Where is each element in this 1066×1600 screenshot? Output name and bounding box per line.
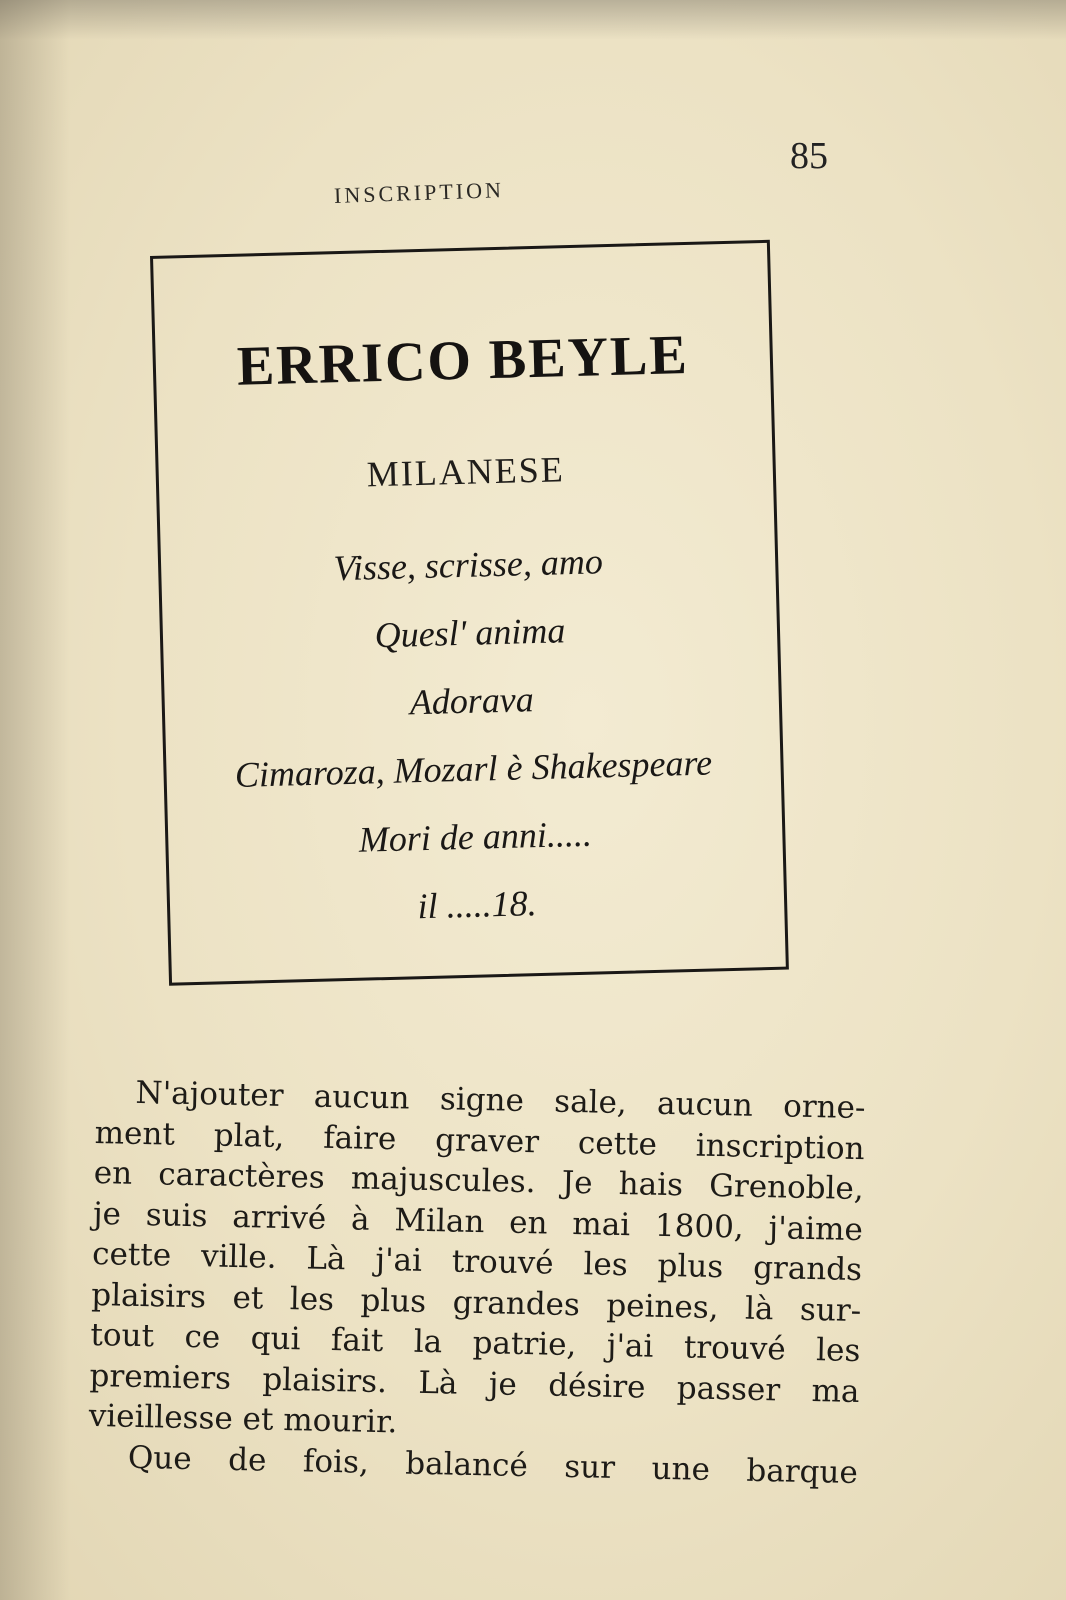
inscription-line: il .....18.	[417, 883, 538, 927]
inscription-lines	[160, 523, 784, 947]
body-line: N'ajouter aucun signe sale, aucun orne-	[135, 1074, 866, 1127]
body-line: vieillesse et mourir.	[88, 1397, 398, 1441]
running-head: INSCRIPTION	[333, 177, 505, 208]
body-line: premiers plaisirs. Là je désire passer ma	[89, 1357, 860, 1410]
inscription-line: Visse, scrisse, amo	[333, 541, 604, 589]
inscription-line: Adorava	[409, 679, 535, 723]
body-line: ment plat, faire graver cette inscription	[94, 1114, 865, 1167]
inscription-name: ERRICO BEYLE	[236, 323, 690, 398]
top-edge-shadow	[0, 0, 1066, 40]
gutter-shadow	[0, 0, 70, 1600]
body-line: Que de fois, balancé sur une barque	[127, 1439, 859, 1491]
body-line: plaisirs et les plus grandes peines, là sur-	[90, 1276, 862, 1329]
body-line: je suis arrivé à Milan en mai 1800, j'aime	[92, 1195, 864, 1248]
inscription-line: Cimaroza, Mozarl è Shakespeare	[234, 742, 713, 795]
inscription-line: Quesl' anima	[374, 610, 566, 656]
inscription-box	[150, 240, 789, 986]
body-line: en caractères majuscules. Je hais Grenoble,	[93, 1154, 865, 1208]
inscription-line: Mori de anni.....	[358, 813, 593, 860]
body-text	[88, 1072, 866, 1493]
inscription-origin: MILANESE	[366, 449, 566, 495]
page-number: 85	[790, 135, 828, 177]
body-line: cette ville. Là j'ai trouvé les plus grands	[91, 1235, 863, 1289]
body-line: tout ce qui fait la patrie, j'ai trouvé les	[90, 1316, 861, 1370]
